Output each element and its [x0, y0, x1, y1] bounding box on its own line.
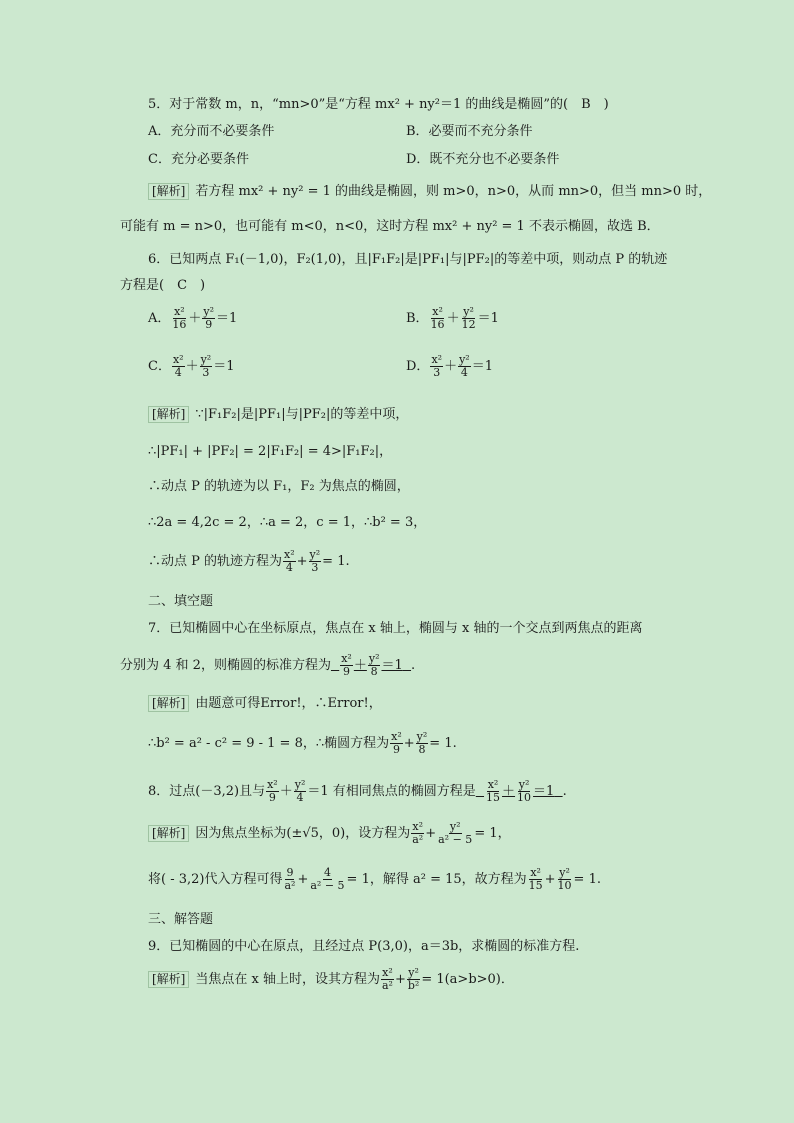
q7-stem-1: 7．已知椭圆中心在坐标原点，焦点在 x 轴上，椭圆与 x 轴的一个交点到两焦点的距离: [148, 621, 643, 636]
q8-answer: $\frac{\text{x²}}{15}$ ＋ $\frac{\text{y²}}{10}$ ＝1: [486, 778, 555, 804]
q7-analysis-1: [解析] 由题意可得Error!，∴Error!，: [148, 695, 382, 713]
section-fill-in: 二、填空题: [148, 594, 214, 609]
q6-option-a: A． $\frac{\text{x²}}{16}$ ＋ $\frac{\text{y²}}{9}$ ＝1: [148, 305, 238, 331]
q6-analysis-2: ∴|PF₁| + |PF₂| = 2|F₁F₂| = 4>|F₁F₂|，: [148, 444, 393, 459]
q6-stem-1: 6．已知两点 F₁(－1,0)，F₂(1,0)，且|F₁F₂|是|PF₁|与|PF₂|的等差中项，则动点 P 的轨迹: [148, 252, 668, 267]
q5-option-d: D．既不充分也不必要条件: [406, 152, 560, 167]
q8-stem: 8．过点(－3,2)且与 $\frac{\text{x²}}{9}$ ＋ $\frac{\text{y²}}{4}$ ＝1 有相同焦点的椭圆方程是 $\frac{\text{x²}}{15}$ ＋ $\frac{\text{y²}}{10}$ ＝1 .: [148, 778, 567, 804]
section-answer: 三、解答题: [148, 912, 214, 927]
q6-analysis-5: ∴动点 P 的轨迹方程为 $\frac{\text{x²}}{4}$ + $\frac{\text{y²}}{3}$ = 1.: [148, 548, 350, 574]
q7-answer: $\frac{\text{x²}}{9}$ ＋ $\frac{\text{y²}}{8}$ ＝1: [341, 652, 403, 678]
q5-analysis-1: [解析] 若方程 mx² + ny² = 1 的曲线是椭圆，则 m>0，n>0，从而 mn>0，但当 mn>0 时，: [148, 183, 711, 201]
q5-option-b: B．必要而不充分条件: [406, 124, 533, 139]
q6-option-c: C． $\frac{\text{x²}}{4}$ ＋ $\frac{\text{y²}}{3}$ ＝1: [148, 353, 235, 379]
q5-stem: 5．对于常数 m，n，“mn>0”是“方程 mx² + ny²＝1 的曲线是椭圆”的( B ): [148, 97, 609, 112]
q6-option-d: D． $\frac{\text{x²}}{3}$ ＋ $\frac{\text{y²}}{4}$ ＝1: [406, 353, 493, 379]
q8-analysis-2: 将( - 3,2)代入方程可得 $\frac{9}{\text{a²}}$ + $\frac{4}{\text{a² − 5}}$ = 1，解得 a² = 15，故方程为 $\frac{\text{x²}}{15}$ + $\frac{\text{y²}}{10}$ = 1.: [148, 866, 601, 892]
analysis-label: [解析]: [148, 695, 189, 712]
q6-option-b: B． $\frac{\text{x²}}{16}$ ＋ $\frac{\text{y²}}{12}$ ＝1: [406, 305, 499, 331]
q9-stem: 9．已知椭圆的中心在原点，且经过点 P(3,0)，a＝3b，求椭圆的标准方程.: [148, 939, 580, 954]
q7-analysis-2: ∴b² = a² - c² = 9 - 1 = 8，∴椭圆方程为 $\frac{\text{x²}}{9}$ + $\frac{\text{y²}}{8}$ = 1.: [148, 730, 457, 756]
q7-stem-2: 分别为 4 和 2，则椭圆的标准方程为 $\frac{\text{x²}}{9}$ ＋ $\frac{\text{y²}}{8}$ ＝1 .: [120, 652, 416, 678]
q6-analysis-1: [解析] ∵|F₁F₂|是|PF₁|与|PF₂|的等差中项，: [148, 406, 408, 424]
analysis-label: [解析]: [148, 406, 189, 423]
analysis-label: [解析]: [148, 971, 189, 988]
analysis-label: [解析]: [148, 183, 189, 200]
q8-analysis-1: [解析] 因为焦点坐标为(±√5，0)，设方程为 $\frac{\text{x²}}{\text{a²}}$ + $\frac{\text{y²}}{\text{a² − 5}}$ = 1，: [148, 820, 511, 848]
q6-stem-2: 方程是( C ): [120, 278, 206, 293]
q6-analysis-3: ∴动点 P 的轨迹为以 F₁，F₂ 为焦点的椭圆，: [148, 479, 410, 494]
analysis-label: [解析]: [148, 825, 189, 842]
q6-analysis-4: ∴2a = 4,2c = 2，∴a = 2，c = 1，∴b² = 3，: [148, 515, 427, 530]
q5-option-a: A．充分而不必要条件: [148, 124, 275, 139]
q9-analysis-1: [解析] 当焦点在 x 轴上时，设其方程为 $\frac{\text{x²}}{\text{a²}}$ + $\frac{\text{y²}}{\text{b²}}$ = 1(a>b>0)．: [148, 966, 514, 994]
q5-option-c: C．充分必要条件: [148, 152, 249, 167]
q5-analysis-2: 可能有 m = n>0，也可能有 m<0，n<0，这时方程 mx² + ny² = 1 不表示椭圆，故选 B．: [120, 219, 660, 234]
